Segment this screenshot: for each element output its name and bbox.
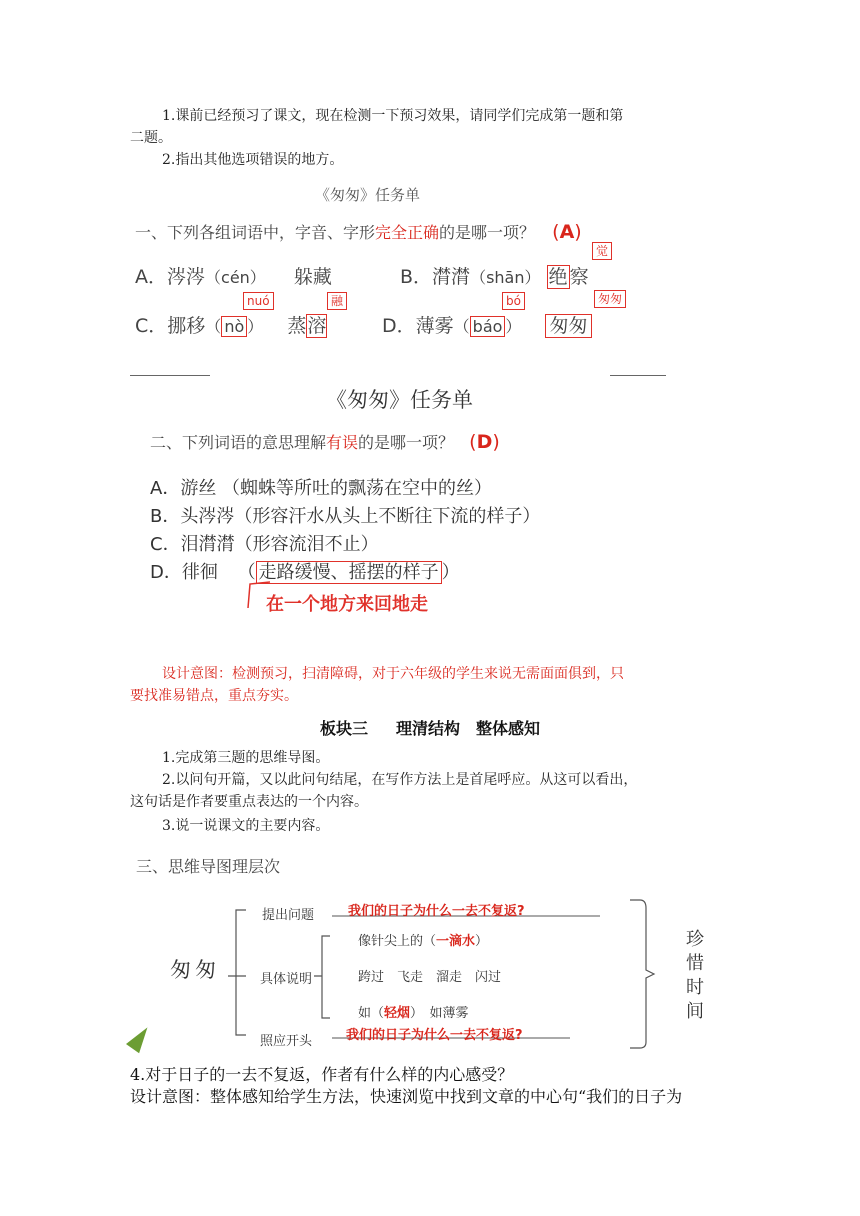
option-b: B．潸潸（shān） 绝 察 bbox=[400, 266, 589, 288]
intro-line-1-cont: 二题。 bbox=[130, 130, 172, 146]
worksheet-1-title: 《匆匆》任务单 bbox=[315, 186, 421, 204]
correction-jue: 觉 bbox=[592, 242, 612, 260]
intro-line-1: 1.课前已经预习了课文，现在检测一下预习效果，请同学们完成第一题和第 bbox=[162, 108, 624, 124]
design-intent-2: 设计意图：整体感知给学生方法，快速浏览中找到文章的中心句“我们的日子为 bbox=[130, 1087, 683, 1106]
worksheet-1-question: 一、下列各组词语中，字音、字形完全正确的是哪一项？ (A) bbox=[135, 221, 582, 243]
section-3-heading: 板块三 理清结构 整体感知 bbox=[319, 719, 541, 738]
worksheet-2-option-d: D．徘徊 （ 走路缓慢、摇摆的样子 ） bbox=[150, 562, 460, 583]
correction-bo: bó bbox=[502, 292, 525, 310]
option-c-wrong-char: 溶 bbox=[307, 315, 327, 337]
design-intent-1-line-1: 设计意图：检测预习，扫清障碍，对于六年级的学生来说无需面面俱到，只 bbox=[162, 666, 624, 682]
option-c: C．挪移（ nò ） 蒸溶 bbox=[135, 315, 327, 337]
correction-congcong: 匆匆 bbox=[594, 290, 626, 308]
branch-3-label: 照应开头 bbox=[260, 1034, 313, 1049]
detail-3: 如（轻烟） 如薄雾 bbox=[358, 1006, 469, 1021]
option-d-wrong-pinyin: báo bbox=[470, 316, 506, 337]
mind-map-title: 三、思维导图理层次 bbox=[136, 857, 281, 876]
option-a: A．涔涔（cén） 躲藏 bbox=[135, 266, 332, 288]
worksheet-2-correction: 在一个地方来回地走 bbox=[266, 594, 428, 615]
mind-map-brackets bbox=[130, 848, 720, 1053]
worksheet-2-option-a: A．游丝 （蜘蛛等所吐的飘荡在空中的丝） bbox=[150, 478, 493, 499]
option-c-wrong-pinyin: nò bbox=[221, 316, 247, 337]
option-b-wrong-char: 绝 bbox=[548, 266, 568, 288]
worksheet-2-option-b: B．头涔涔（形容汗水从头上不断往下流的样子） bbox=[150, 506, 541, 527]
detail-1: 像针尖上的（一滴水） bbox=[358, 934, 489, 949]
question-highlight: 完全正确 bbox=[375, 223, 440, 242]
correction-nuo: nuó bbox=[243, 292, 274, 310]
worksheet-2-option-c: C．泪潸潸（形容流泪不止） bbox=[150, 534, 379, 555]
branch-2-label: 具体说明 bbox=[260, 972, 313, 987]
branch-1-label: 提出问题 bbox=[262, 908, 315, 923]
intro-line-2: 2.指出其他选项错误的地方。 bbox=[162, 152, 344, 168]
step-2-line-1: 2.以问句开篇，又以此问句结尾，在写作方法上是首尾呼应。从这可以看出， bbox=[162, 772, 638, 788]
worksheet-1-image bbox=[130, 180, 730, 350]
step-3: 3.说一说课文的主要内容。 bbox=[162, 818, 330, 834]
question-suffix: 的是哪一项？ bbox=[439, 223, 536, 242]
conclusion: 珍 惜 时 间 bbox=[686, 929, 704, 1022]
branch-1-answer: 我们的日子为什么一去不复返? bbox=[348, 904, 525, 919]
worksheet-2-question: 二、下列词语的意思理解有误的是哪一项？ (D) bbox=[150, 431, 500, 453]
wrong-meaning-box: 走路缓慢、摇摆的样子 bbox=[256, 561, 442, 584]
step-1: 1.完成第三题的思维导图。 bbox=[162, 750, 330, 766]
answer-a: A bbox=[559, 221, 575, 243]
option-d-wrong-word: 匆匆 bbox=[545, 314, 591, 338]
worksheet-2-image bbox=[130, 372, 670, 622]
worksheet-2-title: 《匆匆》任务单 bbox=[326, 388, 473, 412]
option-d: D．薄雾（ báo ） 匆匆 bbox=[382, 311, 592, 338]
correction-rong: 融 bbox=[327, 292, 347, 310]
question-4: 4.对于日子的一去不复返，作者有什么样的内心感受？ bbox=[130, 1065, 514, 1084]
step-2-line-2: 这句话是作者要重点表达的一个内容。 bbox=[130, 794, 368, 810]
answer-d: D bbox=[476, 431, 493, 453]
detail-2: 跨过 飞走 溜走 闪过 bbox=[358, 970, 502, 985]
question-prefix: 一、下列各组词语中，字音、字形 bbox=[135, 223, 376, 242]
design-intent-1-line-2: 要找准易错点，重点夯实。 bbox=[130, 688, 298, 704]
mind-map-image bbox=[130, 848, 720, 1053]
mind-map-root: 匆匆 bbox=[170, 958, 220, 982]
branch-3-answer: 我们的日子为什么一去不复返? bbox=[346, 1028, 523, 1043]
